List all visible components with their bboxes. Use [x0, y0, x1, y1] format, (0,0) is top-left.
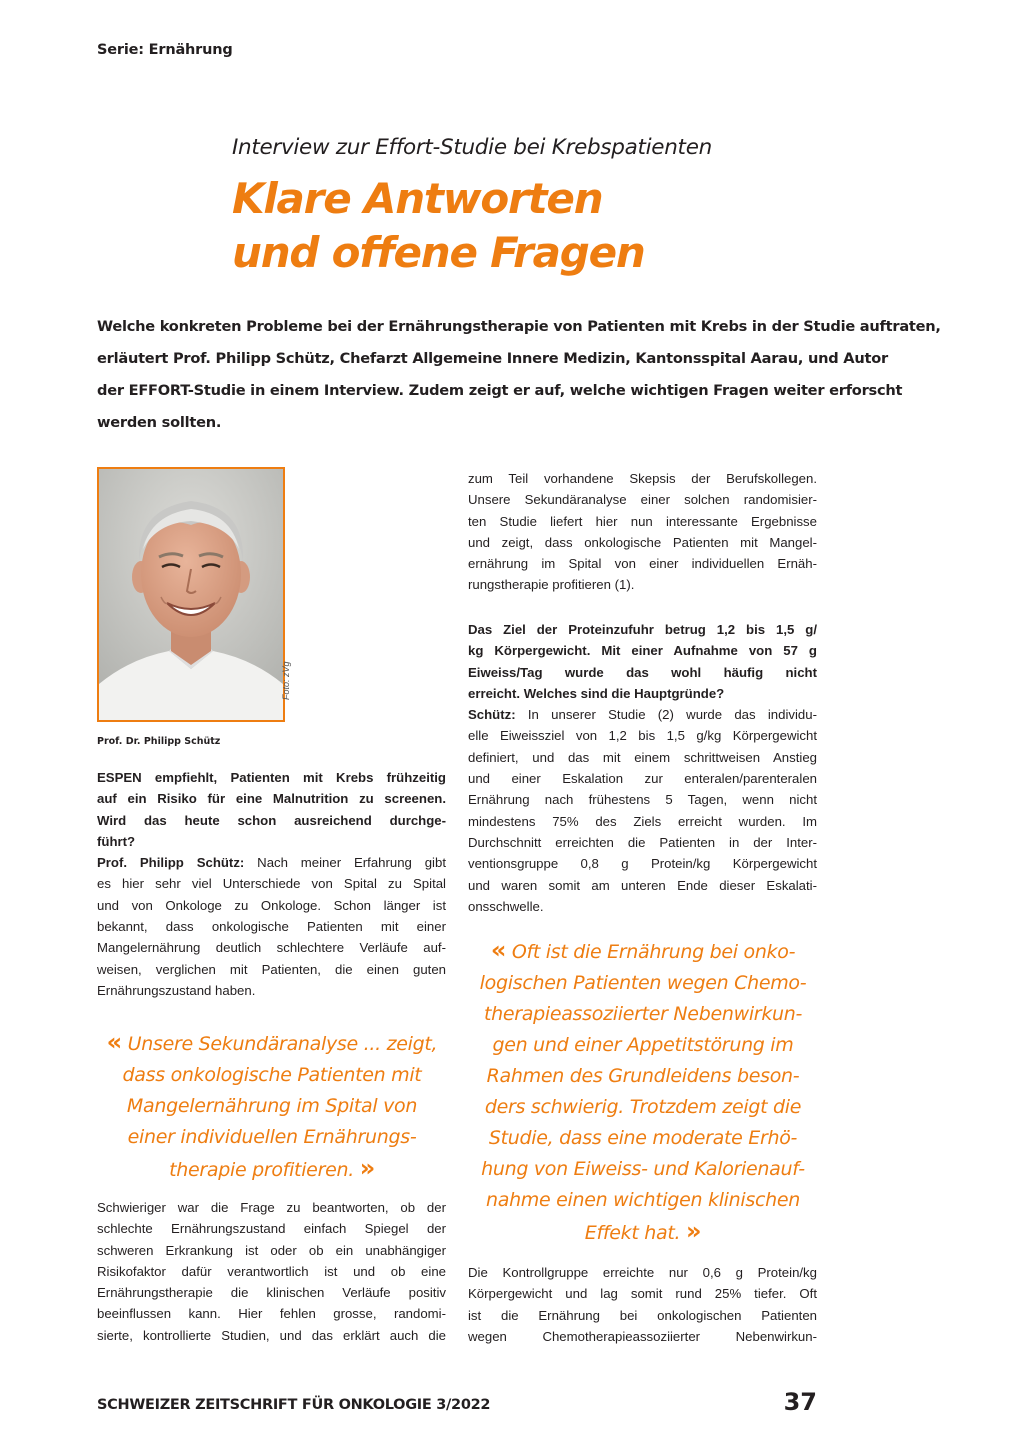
- answer-line: und einer Eskalation zur enteralen/parenteralen: [468, 771, 817, 787]
- article-kicker: Interview zur Effort-Studie bei Krebspatienten: [232, 135, 712, 160]
- pullquote-line: hung von Eiweiss- und Kalorienauf-: [481, 1158, 805, 1180]
- answer-line: bekannt, dass onkologische Patienten mit einer: [97, 919, 446, 935]
- pullquote-line: nahme einen wichtigen klinischen: [485, 1189, 800, 1211]
- body-line: und zeigt, dass onkologische Patienten mit Mangel-: [468, 534, 817, 550]
- portrait-illustration: [99, 469, 283, 720]
- body-line: Ernährungstherapie die klinischen Verläufe positiv: [97, 1285, 446, 1301]
- headline-line-1: Klare Antworten: [232, 174, 603, 223]
- answer-line: elle Eiweissziel von 1,2 bis 1,5 g/kg Körpergewicht: [468, 728, 817, 744]
- article-lead: [97, 311, 941, 439]
- photo-caption: Prof. Dr. Philipp Schütz: [97, 736, 221, 747]
- answer-line: ventionsgruppe 0,8 g Protein/kg Körpergewicht: [468, 856, 817, 872]
- quote-open-icon: «: [106, 1028, 122, 1056]
- answer-speaker: Prof. Philipp Schütz:: [97, 855, 245, 871]
- body-line: rungstherapie profitieren (1).: [468, 577, 635, 593]
- journal-footer: SCHWEIZER ZEITSCHRIFT FÜR ONKOLOGIE 3/2022: [97, 1397, 491, 1413]
- answer-line: es hier sehr viel Unterschiede von Spital zu Spital: [97, 876, 446, 892]
- pullquote-line: ders schwierig. Trotzdem zeigt die: [484, 1096, 802, 1118]
- body-line: wegen Chemotherapieassoziierter Nebenwirkun-: [468, 1328, 817, 1344]
- right-column-paragraph-end: [468, 1262, 817, 1347]
- question-line: führt?: [97, 833, 136, 849]
- left-pullquote: [92, 1027, 452, 1186]
- pullquote-line: Effekt hat.: [584, 1222, 681, 1244]
- answer-line: onsschwelle.: [468, 898, 544, 914]
- body-line: schweren Erkrankung ist oder ob ein unabhängiger: [97, 1242, 446, 1258]
- answer-line: und waren somit am unteren Ende dieser Eskalati-: [468, 877, 817, 893]
- answer-line: Ernährungszustand haben.: [97, 982, 256, 998]
- quote-close-icon: »: [685, 1217, 702, 1245]
- series-label: Serie: Ernährung: [97, 42, 233, 58]
- answer-text: In unserer Studie (2) wurde das individu-: [527, 707, 817, 723]
- body-line: Schwieriger war die Frage zu beantworten, ob der: [97, 1200, 446, 1215]
- body-line: sierte, kontrollierte Studien, und das erklärt auch die: [97, 1327, 446, 1343]
- answer-line: definiert, und das mit einem schrittweisen Anstieg: [468, 749, 817, 765]
- answer-line: [468, 704, 817, 725]
- answer-line: mindestens 75% des Ziels erreicht wurden. Im: [468, 813, 817, 829]
- quote-open-icon: «: [490, 936, 507, 964]
- lead-line: werden sollten.: [97, 414, 222, 431]
- left-column-question: [97, 767, 446, 1001]
- body-line: Unsere Sekundäranalyse einer solchen randomisier-: [468, 492, 817, 508]
- question-line: ESPEN empfiehlt, Patienten mit Krebs frühzeitig: [97, 770, 446, 785]
- right-pullquote: [463, 935, 823, 1249]
- quote-close-icon: »: [359, 1154, 375, 1182]
- answer-line: Mangelernährung deutlich schlechtere Verläufe auf-: [97, 940, 446, 956]
- article-headline: [232, 172, 932, 280]
- body-line: Körpergewicht und lag somit rund 25% tiefer. Oft: [468, 1286, 817, 1302]
- answer-speaker: Schütz:: [468, 707, 516, 723]
- body-line: ten Studie liefert hier nun interessante Ergebnisse: [468, 513, 817, 529]
- body-line: ernährung im Spital von einer individuellen Ernäh-: [468, 556, 817, 572]
- body-line: Die Kontrollgruppe erreichte nur 0,6 g Protein/kg: [468, 1265, 817, 1280]
- question-line: kg Körpergewicht. Mit einer Aufnahme von 57 g: [468, 643, 817, 659]
- portrait-photo: [97, 467, 285, 722]
- pullquote-line: logischen Patienten wegen Chemo-: [479, 972, 807, 994]
- question-line: auf ein Risiko für eine Malnutrition zu screenen.: [97, 791, 446, 807]
- question-line: Das Ziel der Proteinzufuhr betrug 1,2 bis 1,5 g/: [468, 622, 817, 637]
- body-line: schlechte Ernährungszustand einfach Spiegel der: [97, 1221, 446, 1237]
- page-number: 37: [783, 1388, 817, 1416]
- photo-credit: Foto: zVg: [281, 661, 291, 700]
- pullquote-line: Rahmen des Grundleidens beson-: [486, 1065, 800, 1087]
- body-line: ist die Ernährung bei onkologischen Patienten: [468, 1307, 817, 1323]
- body-line: Risikofaktor dafür verantwortlich ist und ob eine: [97, 1263, 446, 1279]
- question-line: Wird das heute schon ausreichend durchge-: [97, 812, 446, 828]
- pullquote-line: dass onkologische Patienten mit: [122, 1064, 422, 1086]
- question-line: Eiweiss/Tag wurde das wohl häufig nicht: [468, 664, 817, 680]
- pullquote-line: einer individuellen Ernährungs-: [127, 1126, 417, 1148]
- pullquote-line: Oft ist die Ernährung bei onko-: [511, 941, 796, 963]
- answer-line: weisen, verglichen mit Patienten, die einen guten: [97, 961, 446, 977]
- pullquote-line: therapieassoziierter Nebenwirkun-: [483, 1003, 803, 1025]
- question-line: erreicht. Welches sind die Hauptgründe?: [468, 685, 725, 701]
- answer-line: Durchschnitt erreichten die Patienten in der Inter-: [468, 834, 817, 850]
- pullquote-line: gen und einer Appetitstörung im: [492, 1034, 794, 1056]
- left-column-paragraph: [97, 1197, 446, 1346]
- answer-line: [97, 852, 446, 873]
- pullquote-line: Mangelernährung im Spital von: [126, 1095, 418, 1117]
- answer-line: Ernährung nach frühestens 5 Tagen, wenn nicht: [468, 792, 817, 808]
- pullquote-line: Unsere Sekundäranalyse ... zeigt,: [127, 1033, 438, 1055]
- pullquote-line: Studie, dass eine moderate Erhö-: [488, 1127, 798, 1149]
- lead-line: Welche konkreten Probleme bei der Ernährungstherapie von Patienten mit Krebs in der Studie auftraten,: [97, 318, 941, 335]
- answer-line: und von Onkologe zu Onkologe. Schon länger ist: [97, 897, 446, 913]
- right-column-question: [468, 619, 817, 917]
- pullquote-line: therapie profitieren.: [169, 1159, 354, 1181]
- body-line: beeinflussen kann. Hier fehlen grosse, randomi-: [97, 1306, 446, 1322]
- answer-text: Nach meiner Erfahrung gibt: [257, 855, 446, 871]
- lead-line: der EFFORT-Studie in einem Interview. Zudem zeigt er auf, welche wichtigen Fragen weiter erforscht: [97, 382, 903, 399]
- lead-line: erläutert Prof. Philipp Schütz, Chefarzt Allgemeine Innere Medizin, Kantonsspital Aarau, und Autor: [97, 350, 888, 367]
- body-line: zum Teil vorhandene Skepsis der Berufskollegen.: [468, 471, 817, 486]
- right-column-paragraph: [468, 468, 817, 596]
- headline-line-2: und offene Fragen: [232, 228, 645, 277]
